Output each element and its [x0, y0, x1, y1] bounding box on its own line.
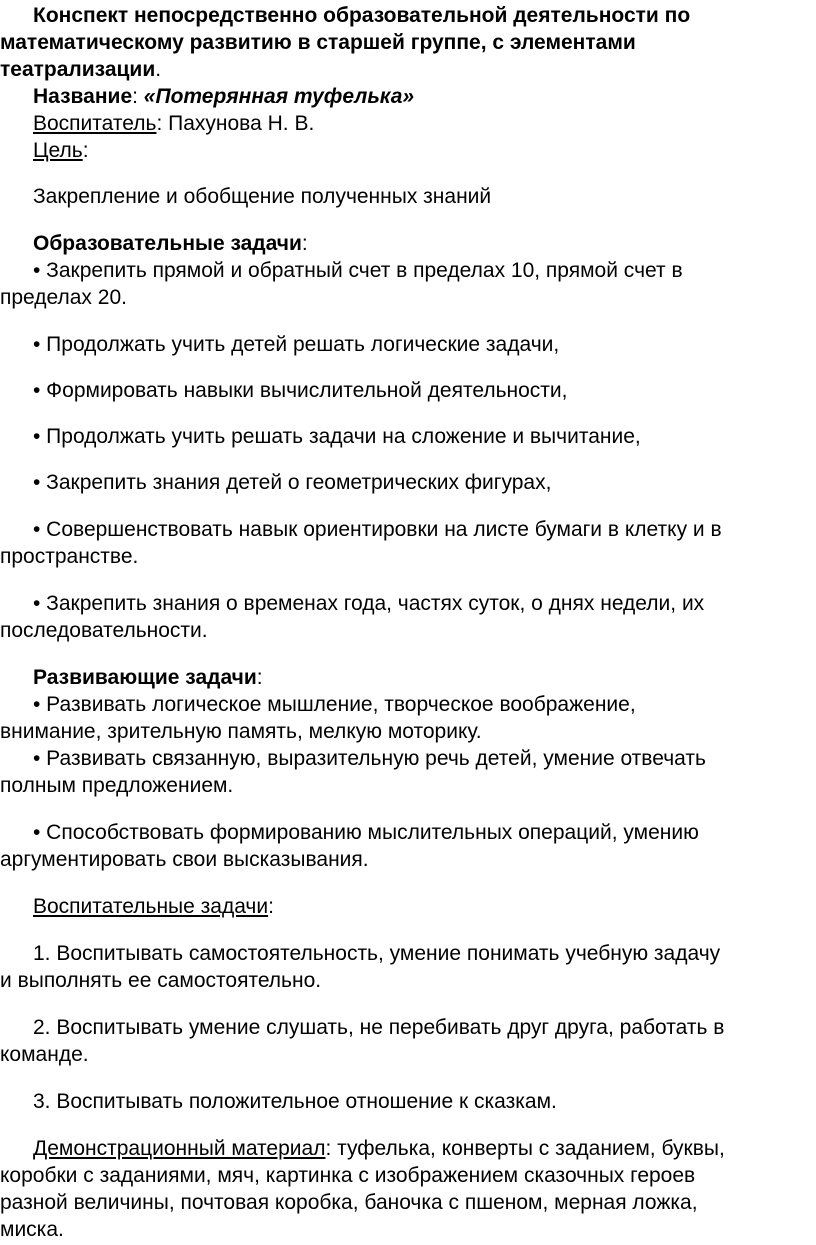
- developing-heading: Развивающие задачи:: [33, 666, 263, 689]
- upbringing-heading: Воспитательные задачи:: [33, 895, 274, 918]
- teacher-value: Пахунова Н. В.: [168, 112, 315, 135]
- goal-label-line: Цель:: [33, 139, 89, 162]
- educational-item-1-line-1: • Закрепить прямой и обратный счет в пределах 10, прямой счет в: [33, 259, 683, 282]
- materials-line-1: Демонстрационный материал: туфелька, конверты с заданием, буквы,: [33, 1137, 725, 1160]
- goal-label: Цель: [33, 139, 83, 162]
- educational-item-6-line-1: • Совершенствовать навык ориентировки на листе бумаги в клетку и в: [33, 518, 722, 541]
- goal-value: Закрепление и обобщение полученных знаний: [33, 185, 492, 208]
- teacher-label: Воспитатель: [33, 112, 157, 135]
- educational-item-1-line-2: пределах 20.: [0, 286, 127, 309]
- lesson-name: Название: «Потерянная туфелька»: [33, 85, 415, 108]
- developing-item-1-line-1: • Развивать логическое мышление, творческое воображение,: [33, 693, 636, 716]
- materials-line-3: разной величины, почтовая коробка, баночка с пшеном, мерная ложка,: [0, 1191, 698, 1214]
- educational-heading: Образовательные задачи:: [33, 232, 308, 255]
- developing-item-1-line-2: внимание, зрительную память, мелкую моторику.: [0, 720, 482, 743]
- educational-item-3: • Формировать навыки вычислительной деятельности,: [33, 379, 568, 402]
- materials-line-2: коробки с заданиями, мяч, картинка с изображением сказочных героев: [0, 1164, 696, 1187]
- educational-item-5: • Закрепить знания детей о геометрических фигурах,: [33, 471, 552, 494]
- materials-label: Демонстрационный материал: [33, 1137, 326, 1160]
- developing-item-2-line-1: • Развивать связанную, выразительную речь детей, умение отвечать: [33, 747, 706, 770]
- upbringing-item-1-line-2: и выполнять ее самостоятельно.: [0, 969, 322, 992]
- developing-item-2-line-2: полным предложением.: [0, 774, 234, 797]
- upbringing-item-2-line-1: 2. Воспитывать умение слушать, не перебивать друг друга, работать в: [33, 1016, 725, 1039]
- lesson-name-label: Название: [33, 85, 133, 108]
- teacher: Воспитатель: Пахунова Н. В.: [33, 112, 315, 135]
- educational-item-4: • Продолжать учить решать задачи на сложение и вычитание,: [33, 425, 641, 448]
- upbringing-item-2-line-2: команде.: [0, 1043, 89, 1066]
- document-title-line-1: Конспект непосредственно образовательной деятельности по: [33, 4, 691, 27]
- upbringing-item-1-line-1: 1. Воспитывать самостоятельность, умение понимать учебную задачу: [33, 942, 721, 965]
- materials-line-4: миска.: [0, 1218, 64, 1241]
- educational-item-2: • Продолжать учить детей решать логические задачи,: [33, 333, 560, 356]
- educational-item-6-line-2: пространстве.: [0, 545, 139, 568]
- document-title-line-3: театрализации.: [0, 58, 162, 81]
- developing-item-3-line-1: • Способствовать формированию мыслительных операций, умению: [33, 821, 699, 844]
- educational-item-7-line-1: • Закрепить знания о временах года, частях суток, о днях недели, их: [33, 592, 705, 615]
- educational-item-7-line-2: последовательности.: [0, 619, 208, 642]
- developing-item-3-line-2: аргументировать свои высказывания.: [0, 848, 369, 871]
- lesson-name-value: «Потерянная туфелька»: [143, 85, 415, 108]
- document-title-line-2: математическому развитию в старшей группе, с элементами: [0, 31, 636, 54]
- upbringing-item-3: 3. Воспитывать положительное отношение к сказкам.: [33, 1090, 557, 1113]
